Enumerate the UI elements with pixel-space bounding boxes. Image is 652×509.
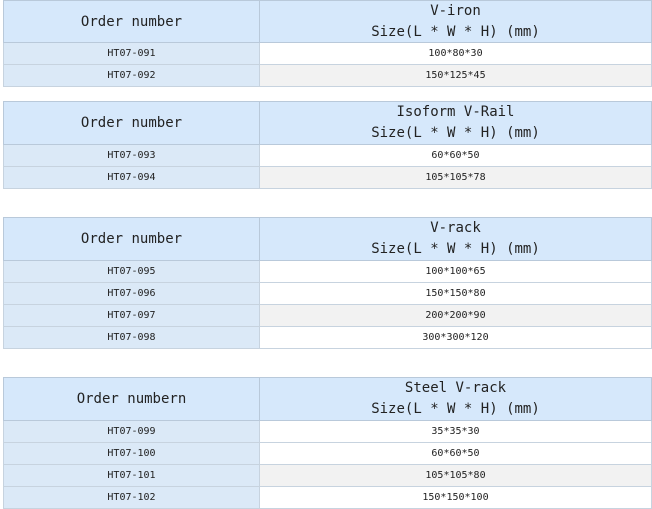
order-cell: HT07-097 [4, 305, 260, 326]
table-header [3, 0, 652, 43]
size-cell: 200*200*90 [260, 305, 651, 326]
order-cell: HT07-094 [4, 167, 260, 188]
order-cell: HT07-095 [4, 261, 260, 282]
table-header [3, 217, 652, 261]
table-row [3, 465, 652, 487]
product-table-steel-v-rack [3, 377, 652, 509]
order-cell: HT07-101 [4, 465, 260, 486]
product-table-isoform-v-rail [3, 101, 652, 189]
product-name: Isoform V-Rail [396, 104, 515, 120]
product-name: V-iron [430, 2, 481, 19]
size-header-cell [260, 1, 651, 42]
table-header [3, 377, 652, 421]
table-row [3, 145, 652, 167]
size-cell: 150*125*45 [260, 65, 651, 86]
table-row [3, 327, 652, 349]
product-name: Steel V-rack [404, 380, 507, 396]
table-row [3, 305, 652, 327]
size-cell: 35*35*30 [260, 421, 651, 442]
order-cell: HT07-099 [4, 421, 260, 442]
table-row [3, 487, 652, 509]
order-number-header: Order numbern [4, 378, 260, 420]
order-cell: HT07-092 [4, 65, 260, 86]
size-header-cell [260, 378, 651, 420]
table-row [3, 167, 652, 189]
size-cell: 150*150*80 [260, 283, 651, 304]
size-header-cell [260, 102, 651, 144]
order-number-header: Order number [4, 102, 260, 144]
size-header: Size(L * W * H) (mm) [371, 125, 540, 141]
table-row [3, 421, 652, 443]
order-cell: HT07-093 [4, 145, 260, 166]
table-row [3, 261, 652, 283]
table-row [3, 65, 652, 87]
table-row [3, 443, 652, 465]
size-header: Size(L * W * H) (mm) [371, 401, 540, 417]
order-number-header: Order number [4, 1, 260, 42]
size-header-cell [260, 218, 651, 260]
size-header: Size(L * W * H) (mm) [371, 23, 540, 40]
product-table-v-iron [3, 0, 652, 87]
size-cell: 105*105*78 [260, 167, 651, 188]
size-header: Size(L * W * H) (mm) [371, 241, 540, 257]
product-table-v-rack [3, 217, 652, 349]
size-cell: 100*100*65 [260, 261, 651, 282]
size-cell: 300*300*120 [260, 327, 651, 348]
table-row [3, 43, 652, 65]
size-cell: 60*60*50 [260, 145, 651, 166]
order-cell: HT07-091 [4, 43, 260, 64]
order-number-header: Order number [4, 218, 260, 260]
size-cell: 105*105*80 [260, 465, 651, 486]
order-cell: HT07-096 [4, 283, 260, 304]
table-header [3, 101, 652, 145]
size-cell: 60*60*50 [260, 443, 651, 464]
size-cell: 100*80*30 [260, 43, 651, 64]
product-name: V-rack [430, 220, 481, 236]
order-cell: HT07-102 [4, 487, 260, 508]
order-cell: HT07-100 [4, 443, 260, 464]
size-cell: 150*150*100 [260, 487, 651, 508]
table-row [3, 283, 652, 305]
order-cell: HT07-098 [4, 327, 260, 348]
